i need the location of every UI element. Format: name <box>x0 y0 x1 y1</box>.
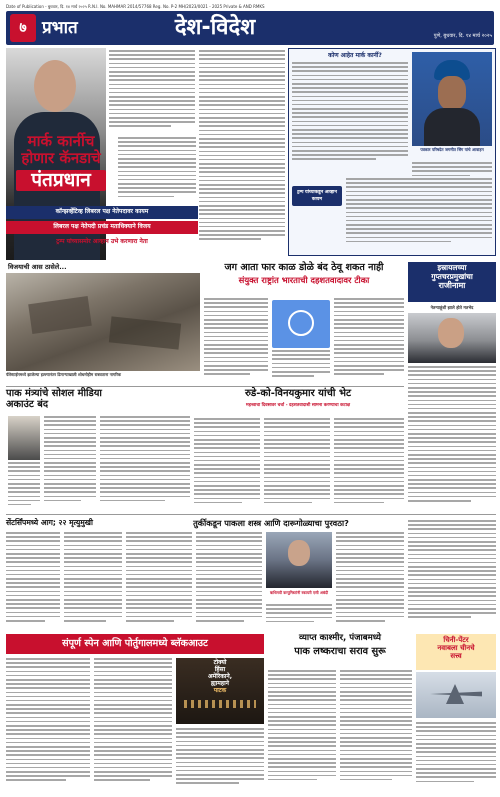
lead-strap-1: कॉन्झर्व्हेटिव्ह लिबरल पक्ष नेतेपदावर कायम <box>6 206 198 219</box>
pak-headline-wrap <box>6 388 186 414</box>
divider-turkey <box>6 514 496 515</box>
pak-body-col-0 <box>8 462 40 512</box>
fire-headline-wrap <box>6 516 124 530</box>
lead-body-col-1 <box>109 50 195 135</box>
blackout-overlay-4: ह्यामहाने <box>211 679 229 687</box>
lead-headline-3: पंतप्रधान <box>16 170 106 192</box>
pak-headline-1: पाक मंत्र्यांचे सोशल मीडिया <box>6 388 102 399</box>
carney-face <box>34 60 76 112</box>
world-headline-2: संयुक्त राष्ट्रांत भारताची दहशतवादावर टीका <box>238 275 370 286</box>
israel-body-continued <box>408 520 496 630</box>
jet-headline-1: चिनी-पेंटर <box>443 636 469 644</box>
photo-kicker: विजयाची आस ठासेले... <box>8 263 67 271</box>
israel-body <box>408 366 496 518</box>
world-headline-wrap <box>204 262 404 296</box>
russia-headline-wrap <box>192 388 404 414</box>
blackout-overlay-2: हिंसा <box>214 665 226 673</box>
blackout-overlay-text <box>176 660 264 724</box>
israel-headline-2: गुप्तचरप्रमुखांचा <box>431 271 473 281</box>
pak-minister-photo <box>8 416 40 460</box>
jagmeet-face <box>438 76 466 110</box>
israel-headline-3: राजीनामा <box>438 281 466 291</box>
lead-body-col-1b <box>118 137 196 205</box>
russia-subhead: महत्त्वाचा दिवसावर चर्चा - दहशतवादाशी सामना करण्याचा कटाक्ष <box>245 402 350 408</box>
turkey-headline: तुर्कीकडून पाकला शस्त्र आणि दारूगोळ्याचा पुरवठा? <box>193 518 349 528</box>
jet-headline-3: सत्त्व <box>450 652 462 661</box>
box-body-mid <box>412 162 492 182</box>
photo-kicker-wrap <box>8 262 118 272</box>
lead-strap-2: लिबरल पक्ष नेतेपदी प्रचंड मताधिक्याने विजय <box>6 221 198 234</box>
world-body-col-2 <box>272 350 330 384</box>
jet-headline-box <box>416 634 496 670</box>
kashmir-body-col-2 <box>340 670 412 792</box>
lead-body-col-2 <box>199 50 285 260</box>
israel-subhead: नेतन्याहूंशी झाले होते मतभेद <box>430 305 474 310</box>
turkey-body-col-2 <box>196 532 262 630</box>
turkey-caption-wrap <box>266 590 332 602</box>
fire-headline: सेंटर्सिंपमध्ये आग; २२ मृत्युमुखी <box>6 518 93 527</box>
brand-logo <box>42 14 132 42</box>
world-body-col-1 <box>204 298 268 384</box>
lead-strap-box <box>6 206 198 262</box>
jagmeet-caption: पत्रकार परिषदेत जगमीत सिंग यांचे आवाहन <box>420 147 484 152</box>
page-number-badge <box>10 14 36 42</box>
spain-body-col-3 <box>176 728 264 792</box>
box-title-wrap <box>300 51 410 61</box>
lead-headline-1: मार्क कार्नीच <box>27 132 95 150</box>
section-title-wrap <box>140 12 290 44</box>
blackout-overlay-3: अमेरिकाने, <box>208 672 232 680</box>
un-logo <box>272 300 330 348</box>
pak-body-col-2 <box>100 416 190 512</box>
un-emblem-icon <box>288 310 314 336</box>
israel-headline-1: इस्रायलच्या <box>437 263 467 272</box>
page-number: ७ <box>19 20 27 36</box>
box-body-bottom <box>346 178 492 254</box>
masthead-right-date <box>374 30 492 42</box>
box-pullquote <box>292 186 342 206</box>
lead-strap-3: ट्रम्प यांच्यासमोर आव्हान उभे करणारा नेता <box>56 237 148 245</box>
jet-body <box>416 722 496 792</box>
brand-name: प्रभात <box>42 18 78 38</box>
israel-subhead-wrap <box>408 304 496 312</box>
fire-body-col-2 <box>64 532 122 630</box>
jagmeet-body <box>424 108 480 146</box>
box-title: कोण आहेत मार्क कार्नी? <box>328 52 382 59</box>
russia-body-col-2 <box>264 418 330 512</box>
spain-headline-box <box>6 634 264 654</box>
jagmeet-caption-wrap <box>412 147 492 161</box>
lead-headline-block <box>6 133 116 203</box>
rubble-caption-wrap <box>6 372 200 386</box>
lead-headline-2: होणार कॅनडाचे <box>21 149 101 168</box>
world-headline-1: जग आता फार काळ डोळे बंद ठेवू शकत नाही <box>224 262 384 273</box>
turkey-body-col-4 <box>336 532 404 630</box>
kashmir-body-col-1 <box>268 670 336 792</box>
pullquote-text: ट्रम्प यांच्याकडून आव्हान कायम <box>297 190 337 202</box>
spain-body-col-1 <box>6 658 90 792</box>
jet-headline-2: नवाबला चीनचे <box>437 644 475 653</box>
world-body-col-3 <box>334 298 404 384</box>
turkey-body-col-1 <box>126 532 192 630</box>
spain-headline: संपूर्ण स्पेन आणि पोर्तुगालमध्ये ब्लॅकआउट <box>62 638 208 649</box>
masthead-top-line <box>6 3 494 11</box>
kashmir-headline-wrap <box>268 634 412 666</box>
russia-headline: रुडे-को-विनयकुमार यांची भेट <box>244 388 352 399</box>
kashmir-headline-1: व्याप्त काश्मीर, पंजाबमध्ये <box>298 633 382 643</box>
israel-headline-box <box>408 262 496 302</box>
blackout-overlay-5: पाटक <box>213 686 227 694</box>
rubble-caption: पॅलेस्टाईनमध्ये झालेल्या हल्ल्यानंतर ढिगाऱ्याखाली शोधमोहीम राबवताना नागरिक <box>6 372 121 377</box>
turkey-headline-wrap <box>126 516 416 530</box>
pak-headline-2: अकाउंट बंद <box>6 399 49 411</box>
divider-pak <box>6 386 404 387</box>
russia-body-col-1 <box>194 418 260 512</box>
kashmir-headline-2: पाक लष्कराचा सराव सुरू <box>294 645 386 657</box>
turkey-body-col-3 <box>266 604 332 630</box>
russia-body-col-3 <box>334 418 404 512</box>
fire-body-col-1 <box>6 532 60 630</box>
section-title: देश-विदेश <box>174 15 256 40</box>
publication-date-line: Date of Publication - बुधवार, दि. १४ मार्च २०२५ R.N.I. No. MAHMAR 2014/57768 Reg. No. P-2 MH/2023/0021 - 2025 Private & AND RMKS <box>6 4 265 9</box>
blackout-overlay-1: टोक्यो <box>213 659 227 666</box>
pak-body-col-1 <box>44 416 96 512</box>
turkey-leader-face <box>288 540 310 566</box>
issue-date: पुणे, बुधवार, दि. १४ मार्च २०२५ <box>433 33 492 39</box>
israel-chief-face <box>438 318 464 348</box>
box-body-top <box>292 62 408 172</box>
turkey-caption: बाथिमयी कम्युनिस्टांनी स्कायरी एसी अबंदी <box>269 590 329 595</box>
spain-body-col-2 <box>94 658 172 792</box>
